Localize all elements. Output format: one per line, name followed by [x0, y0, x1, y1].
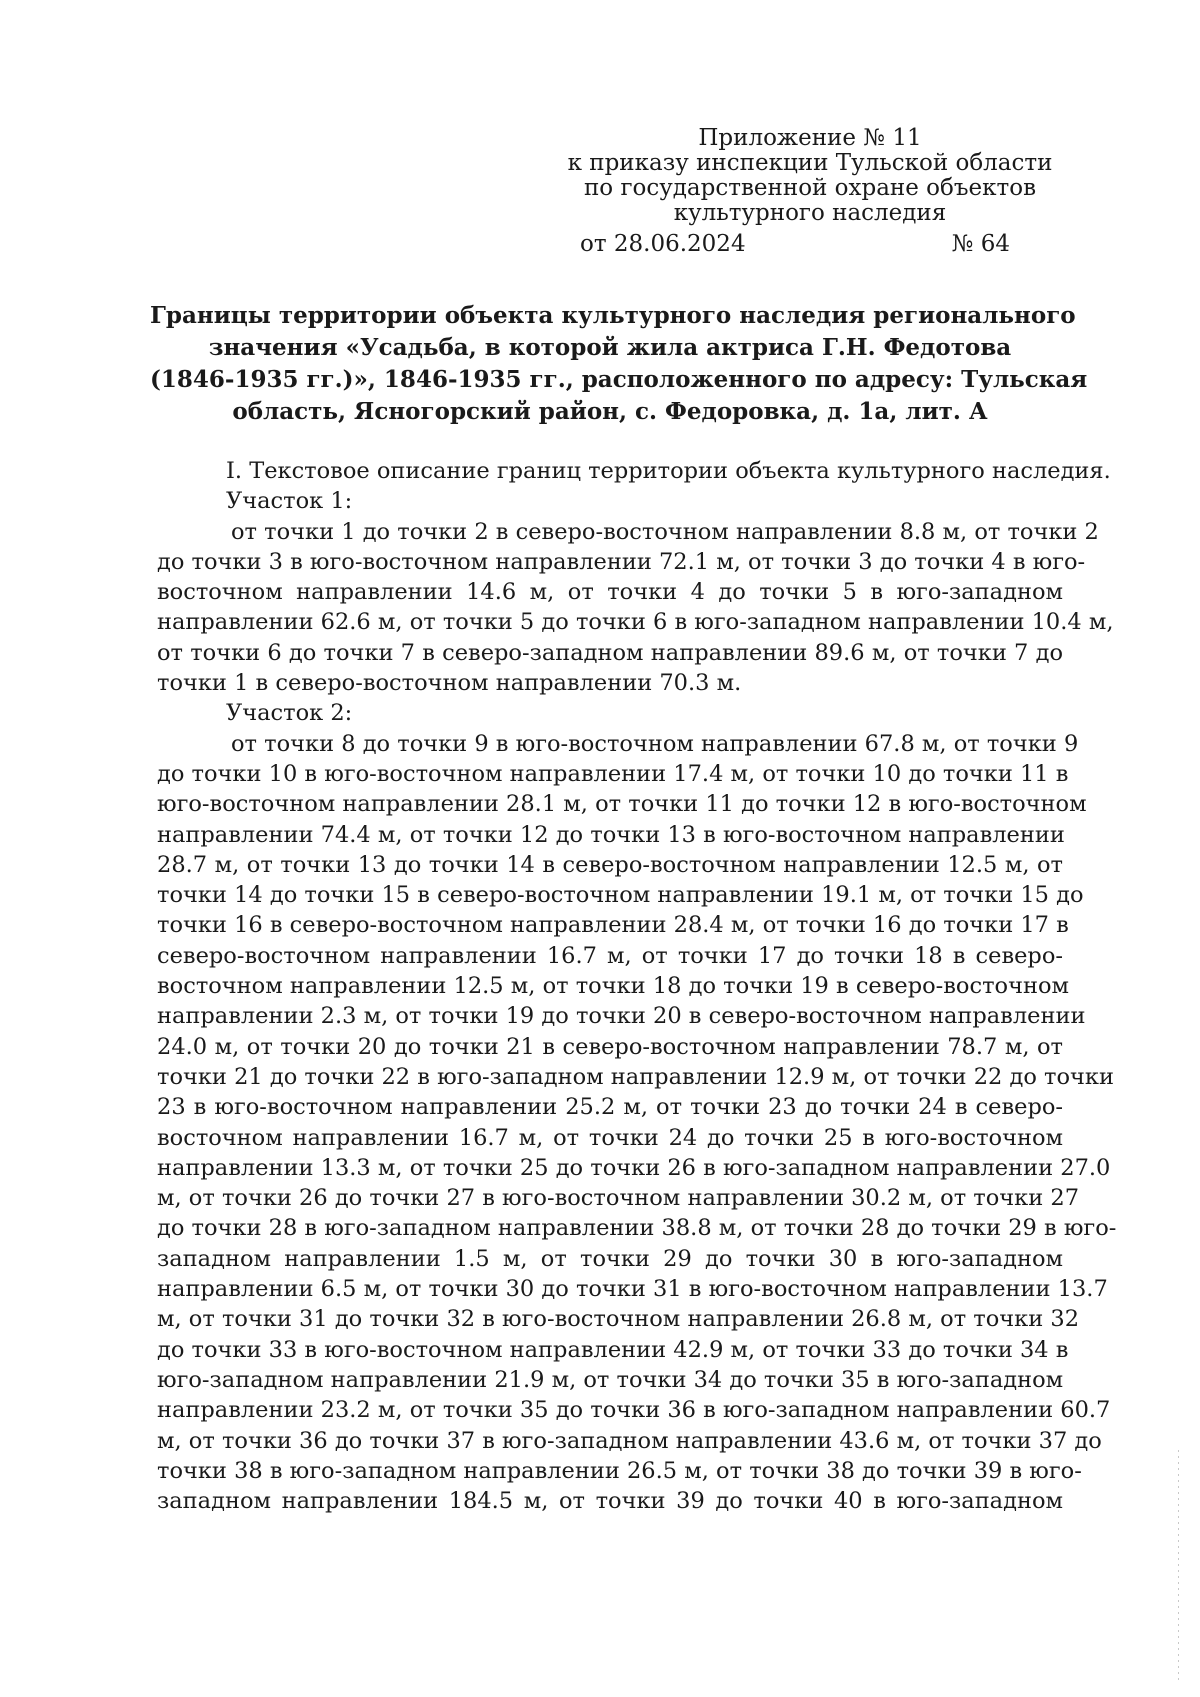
text-line: северо-восточном направлении 16.7 м, от точки 17 до точки 18 в северо- — [157, 942, 1063, 969]
text-line: точки 38 в юго-западном направлении 26.5 м, от точки 38 до точки 39 в юго- — [157, 1457, 1082, 1484]
text-line: от точки 8 до точки 9 в юго-восточном направлении 67.8 м, от точки 9 — [231, 730, 1079, 757]
text-line: 28.7 м, от точки 13 до точки 14 в северо-восточном направлении 12.5 м, от — [157, 851, 1063, 878]
title-line: область, Ясногорский район, с. Федоровка, д. 1а, лит. А — [232, 398, 988, 425]
order-date: от 28.06.2024 — [580, 231, 746, 257]
text-line: точки 1 в северо-восточном направлении 70.3 м. — [157, 670, 742, 697]
text-line: западном направлении 1.5 м, от точки 29 до точки 30 в юго-западном — [157, 1245, 1063, 1272]
appendix-title: Приложение № 11 — [698, 125, 922, 151]
text-line: направлении 23.2 м, от точки 35 до точки 36 в юго-западном направлении 60.7 — [157, 1397, 1111, 1424]
text-line: до точки 28 в юго-западном направлении 38.8 м, от точки 28 до точки 29 в юго- — [157, 1215, 1117, 1242]
text-line: от точки 1 до точки 2 в северо-восточном направлении 8.8 м, от точки 2 — [231, 518, 1099, 545]
text-line: направлении 6.5 м, от точки 30 до точки 31 в юго-восточном направлении 13.7 — [157, 1276, 1108, 1303]
text-line: до точки 33 в юго-восточном направлении 42.9 м, от точки 33 до точки 34 в — [157, 1336, 1069, 1363]
title-line: значения «Усадьба, в которой жила актриса Г.Н. Федотова — [208, 334, 1012, 361]
text-line: 23 в юго-восточном направлении 25.2 м, от точки 23 до точки 24 в северо- — [157, 1094, 1063, 1121]
document-title — [150, 300, 1088, 428]
text-line: м, от точки 36 до точки 37 в юго-западном направлении 43.6 м, от точки 37 до — [157, 1427, 1102, 1454]
text-line: западном направлении 184.5 м, от точки 39 до точки 40 в юго-западном — [157, 1488, 1063, 1515]
text-line: от точки 6 до точки 7 в северо-западном направлении 89.6 м, от точки 7 до — [157, 639, 1063, 666]
text-line: точки 14 до точки 15 в северо-восточном направлении 19.1 м, от точки 15 до — [157, 882, 1084, 909]
text-line: восточном направлении 16.7 м, от точки 24 до точки 25 в юго-восточном — [157, 1124, 1063, 1151]
text-line: направлении 13.3 м, от точки 25 до точки 26 в юго-западном направлении 27.0 — [157, 1154, 1111, 1181]
text-line: 24.0 м, от точки 20 до точки 21 в северо-восточном направлении 78.7 м, от — [157, 1033, 1063, 1060]
text-line: м, от точки 31 до точки 32 в юго-восточном направлении 26.8 м, от точки 32 — [157, 1306, 1080, 1333]
text-line: юго-восточном направлении 28.1 м, от точки 11 до точки 12 в юго-восточном — [157, 791, 1087, 818]
text-line: восточном направлении 12.5 м, от точки 18 до точки 19 в северо-восточном — [157, 973, 1069, 1000]
text-line: восточном направлении 14.6 м, от точки 4 до точки 5 в юго-западном — [157, 579, 1063, 606]
boundary-description — [157, 456, 1117, 1516]
appendix-inspection: по государственной охране объектов — [583, 175, 1037, 201]
scan-margin-mark — [1178, 1450, 1179, 1680]
section-heading: I. Текстовое описание границ территории объекта культурного наследия. — [226, 458, 1111, 484]
appendix-heritage: культурного наследия — [673, 200, 947, 226]
text-line: юго-западном направлении 21.9 м, от точки 34 до точки 35 в юго-западном — [157, 1366, 1064, 1393]
text-line: до точки 3 в юго-восточном направлении 72.1 м, от точки 3 до точки 4 в юго- — [157, 548, 1086, 575]
text-line: м, от точки 26 до точки 27 в юго-восточном направлении 30.2 м, от точки 27 — [157, 1185, 1080, 1212]
text-line: до точки 10 в юго-восточном направлении 17.4 м, от точки 10 до точки 11 в — [157, 760, 1069, 787]
text-line: направлении 62.6 м, от точки 5 до точки 6 в юго-западном направлении 10.4 м, — [157, 609, 1114, 636]
plot-1-text — [157, 517, 1114, 699]
title-line: (1846-1935 гг.)», 1846-1935 гг., расположенного по адресу: Тульская — [150, 366, 1088, 393]
title-line: Границы территории объекта культурного наследия регионального — [150, 302, 1076, 329]
plot-2-label: Участок 2: — [226, 700, 353, 727]
order-date-number-row — [560, 232, 1060, 257]
appendix-order-ref: к приказу инспекции Тульской области — [567, 150, 1053, 176]
text-line: точки 21 до точки 22 в юго-западном направлении 12.9 м, от точки 22 до точки — [157, 1063, 1114, 1090]
appendix-header — [560, 126, 1060, 257]
text-line: направлении 74.4 м, от точки 12 до точки 13 в юго-восточном направлении — [157, 821, 1065, 848]
text-line: точки 16 в северо-восточном направлении 28.4 м, от точки 16 до точки 17 в — [157, 912, 1069, 939]
plot-2-text — [157, 729, 1117, 1517]
plot-1-label: Участок 1: — [226, 488, 353, 515]
order-number: № 64 — [951, 231, 1010, 257]
text-line: направлении 2.3 м, от точки 19 до точки 20 в северо-восточном направлении — [157, 1003, 1086, 1030]
